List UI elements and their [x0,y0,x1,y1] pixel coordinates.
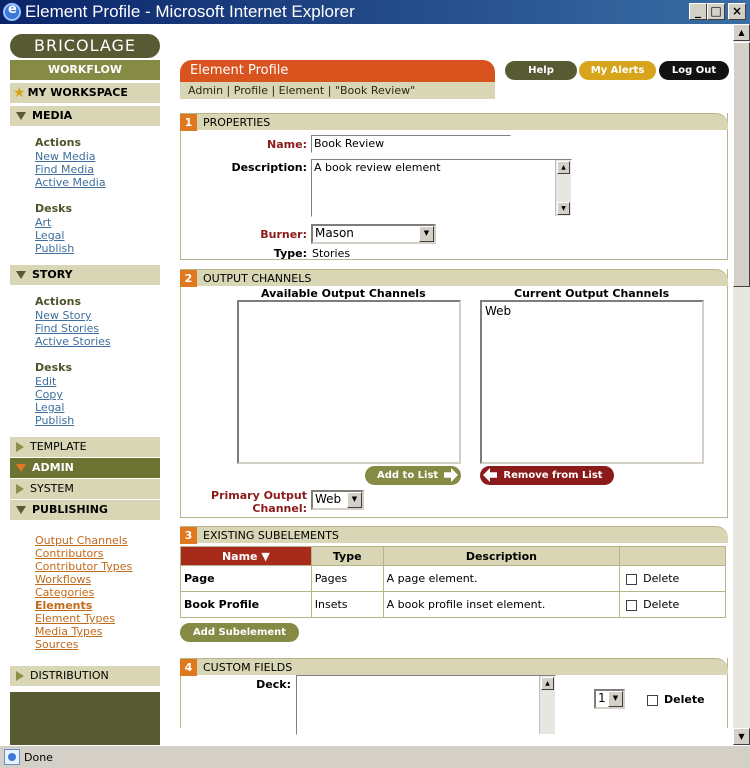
sources-link[interactable]: Sources [35,638,79,651]
help-button[interactable]: Help [505,61,577,80]
name-column-header[interactable]: Name ▼ [181,547,312,566]
delete-checkbox[interactable] [647,695,658,706]
chevron-down-icon[interactable]: ▼ [419,226,434,242]
breadcrumb: Admin | Profile | Element | "Book Review" [180,82,495,99]
sidebar [10,34,160,745]
row-type: Pages [311,566,383,592]
arrow-left-icon [483,468,497,482]
section-title: EXISTING SUBELEMENTS [203,528,339,542]
table-row [181,566,726,592]
custom-fields-section [180,658,728,728]
row-description: A page element. [383,566,620,592]
workflow-header: WORKFLOW [10,60,160,80]
primary-channel-select[interactable] [311,490,364,510]
remove-from-list-button[interactable] [480,466,614,485]
triangle-down-icon [16,271,26,279]
output-channels-link[interactable]: Output Channels [35,534,128,547]
ie-logo-icon [3,3,21,21]
new-media-link[interactable]: New Media [35,150,96,163]
story-actions-label: Actions [35,295,81,308]
burner-label: Burner: [260,228,307,241]
row-type: Insets [311,592,383,618]
element-types-link[interactable]: Element Types [35,612,116,625]
output-channels-section [180,269,728,518]
minimize-button[interactable]: _ [689,3,707,20]
available-channels-label: Available Output Channels [261,287,426,300]
logout-button[interactable]: Log Out [659,61,729,80]
description-textarea[interactable] [311,159,572,217]
active-media-link[interactable]: Active Media [35,176,106,189]
status-text: Done [24,750,53,764]
add-to-list-button[interactable] [365,466,461,485]
type-value: Stories [312,247,351,260]
output-channels-header [180,269,728,286]
window-title: Element Profile - Microsoft Internet Explorer [25,2,355,21]
story-label: STORY [32,268,73,281]
media-desk-art-link[interactable]: Art [35,216,52,229]
find-media-link[interactable]: Find Media [35,163,95,176]
elements-link[interactable]: Elements [35,599,93,612]
delete-label: Delete [664,693,705,706]
available-channels-list[interactable] [237,300,461,464]
star-icon: ★ [13,85,26,101]
chevron-down-icon[interactable]: ▼ [608,691,623,707]
subelements-section [180,526,728,618]
my-alerts-button[interactable]: My Alerts [579,61,656,80]
triangle-right-icon [16,671,24,681]
type-label: Type: [273,247,307,260]
scroll-up-icon[interactable]: ▲ [557,161,570,174]
list-item[interactable]: Web [485,304,512,318]
section-title: PROPERTIES [203,115,271,129]
row-name[interactable]: Page [181,566,312,592]
custom-fields-header [180,658,728,675]
template-label: TEMPLATE [30,440,87,453]
current-channels-list[interactable] [480,300,704,464]
my-workspace-link[interactable] [10,83,160,103]
page-scrollbar[interactable] [733,24,750,745]
delete-label: Delete [643,572,680,585]
page-title: Element Profile [180,60,495,82]
close-button[interactable]: × [728,3,746,20]
current-channels-label: Current Output Channels [514,287,670,300]
scroll-down-icon[interactable]: ▼ [733,728,750,745]
header-bar [180,60,728,82]
media-desk-publish-link[interactable]: Publish [35,242,75,255]
section-number: 4 [180,659,197,676]
maximize-button[interactable]: □ [707,3,725,20]
page-viewport [0,24,733,745]
table-row [181,592,726,618]
story-actions [10,295,160,348]
primary-channel-value: Web [315,492,342,506]
publishing-links [10,534,160,651]
row-name[interactable]: Book Profile [181,592,312,618]
table-header-row [181,547,726,566]
remove-from-list-label: Remove from List [503,470,603,481]
properties-section [180,113,728,260]
row-delete [620,592,726,618]
title-bar [0,0,750,24]
triangle-right-icon [16,442,24,452]
distribution-section-toggle[interactable] [10,666,160,686]
publishing-label: PUBLISHING [32,503,108,516]
deck-textarea[interactable] [296,675,556,735]
scroll-down-icon[interactable]: ▼ [557,202,570,215]
media-actions [10,136,160,189]
description-label: Description: [231,161,307,174]
main-content [180,60,728,728]
name-input[interactable]: Book Review [311,135,511,153]
burner-value: Mason [315,226,354,240]
media-label: MEDIA [32,109,73,122]
story-desks-label: Desks [35,361,73,374]
textarea-scrollbar[interactable] [555,160,571,216]
admin-section-toggle[interactable] [10,458,160,478]
subelements-table [180,546,726,618]
type-column-header[interactable]: Type [311,547,383,566]
delete-column-header [620,547,726,566]
sidebar-footer [10,692,160,745]
scroll-up-icon[interactable]: ▲ [541,677,554,690]
order-value: 1 [598,691,606,705]
story-desk-edit-link[interactable]: Edit [35,375,57,388]
order-select[interactable] [594,689,625,709]
delete-label: Delete [643,598,680,611]
primary-channel-label-line2: Channel: [252,502,307,515]
bricolage-logo[interactable]: BRICOLAGE [10,34,160,58]
scrollbar-thumb[interactable] [733,42,750,287]
media-section-toggle[interactable] [10,106,160,126]
deck-label: Deck: [256,678,291,691]
story-desk-copy-link[interactable]: Copy [35,388,63,401]
section-number: 1 [180,114,197,131]
status-bar [0,745,750,768]
arrow-right-icon [444,468,458,482]
delete-checkbox[interactable] [626,600,637,611]
new-story-link[interactable]: New Story [35,309,92,322]
story-section-toggle[interactable] [10,265,160,285]
categories-link[interactable]: Categories [35,586,95,599]
chevron-down-icon[interactable]: ▼ [347,492,362,508]
workflows-link[interactable]: Workflows [35,573,92,586]
media-desk-legal-link[interactable]: Legal [35,229,65,242]
row-delete [620,566,726,592]
triangle-down-icon [16,112,26,120]
template-section-toggle[interactable] [10,437,160,457]
name-label: Name: [267,138,307,151]
subelements-header [180,526,728,543]
row-description: A book profile inset element. [383,592,620,618]
scroll-up-icon[interactable]: ▲ [733,24,750,41]
primary-channel-label [191,489,307,515]
add-subelement-button[interactable]: Add Subelement [180,623,299,642]
burner-select[interactable] [311,224,436,244]
media-actions-label: Actions [35,136,81,149]
triangle-down-icon [16,506,26,514]
story-desk-publish-link[interactable]: Publish [35,414,75,427]
story-desks [10,361,160,427]
contributor-types-link[interactable]: Contributor Types [35,560,133,573]
section-number: 3 [180,527,197,544]
system-label: SYSTEM [30,482,74,495]
add-to-list-label: Add to List [377,470,439,481]
active-stories-link[interactable]: Active Stories [35,335,111,348]
my-workspace-label: MY WORKSPACE [27,86,128,99]
find-stories-link[interactable]: Find Stories [35,322,100,335]
media-desks [10,202,160,255]
primary-channel-label-line1: Primary Output [211,489,307,502]
distribution-label: DISTRIBUTION [30,669,109,682]
page-icon [4,749,20,765]
triangle-down-icon [16,464,26,472]
contributors-link[interactable]: Contributors [35,547,104,560]
media-desks-label: Desks [35,202,73,215]
custom-field-delete [647,693,705,706]
system-section-toggle[interactable] [10,479,160,499]
admin-label: ADMIN [32,461,74,474]
media-types-link[interactable]: Media Types [35,625,103,638]
section-title: OUTPUT CHANNELS [203,271,312,285]
textarea-scrollbar[interactable] [539,676,555,734]
section-title: CUSTOM FIELDS [203,660,293,674]
description-text: A book review element [314,161,441,174]
publishing-section-toggle[interactable] [10,500,160,520]
story-desk-legal-link[interactable]: Legal [35,401,65,414]
description-column-header[interactable]: Description [383,547,620,566]
triangle-right-icon [16,484,24,494]
delete-checkbox[interactable] [626,574,637,585]
section-number: 2 [180,270,197,287]
properties-header [180,113,728,130]
